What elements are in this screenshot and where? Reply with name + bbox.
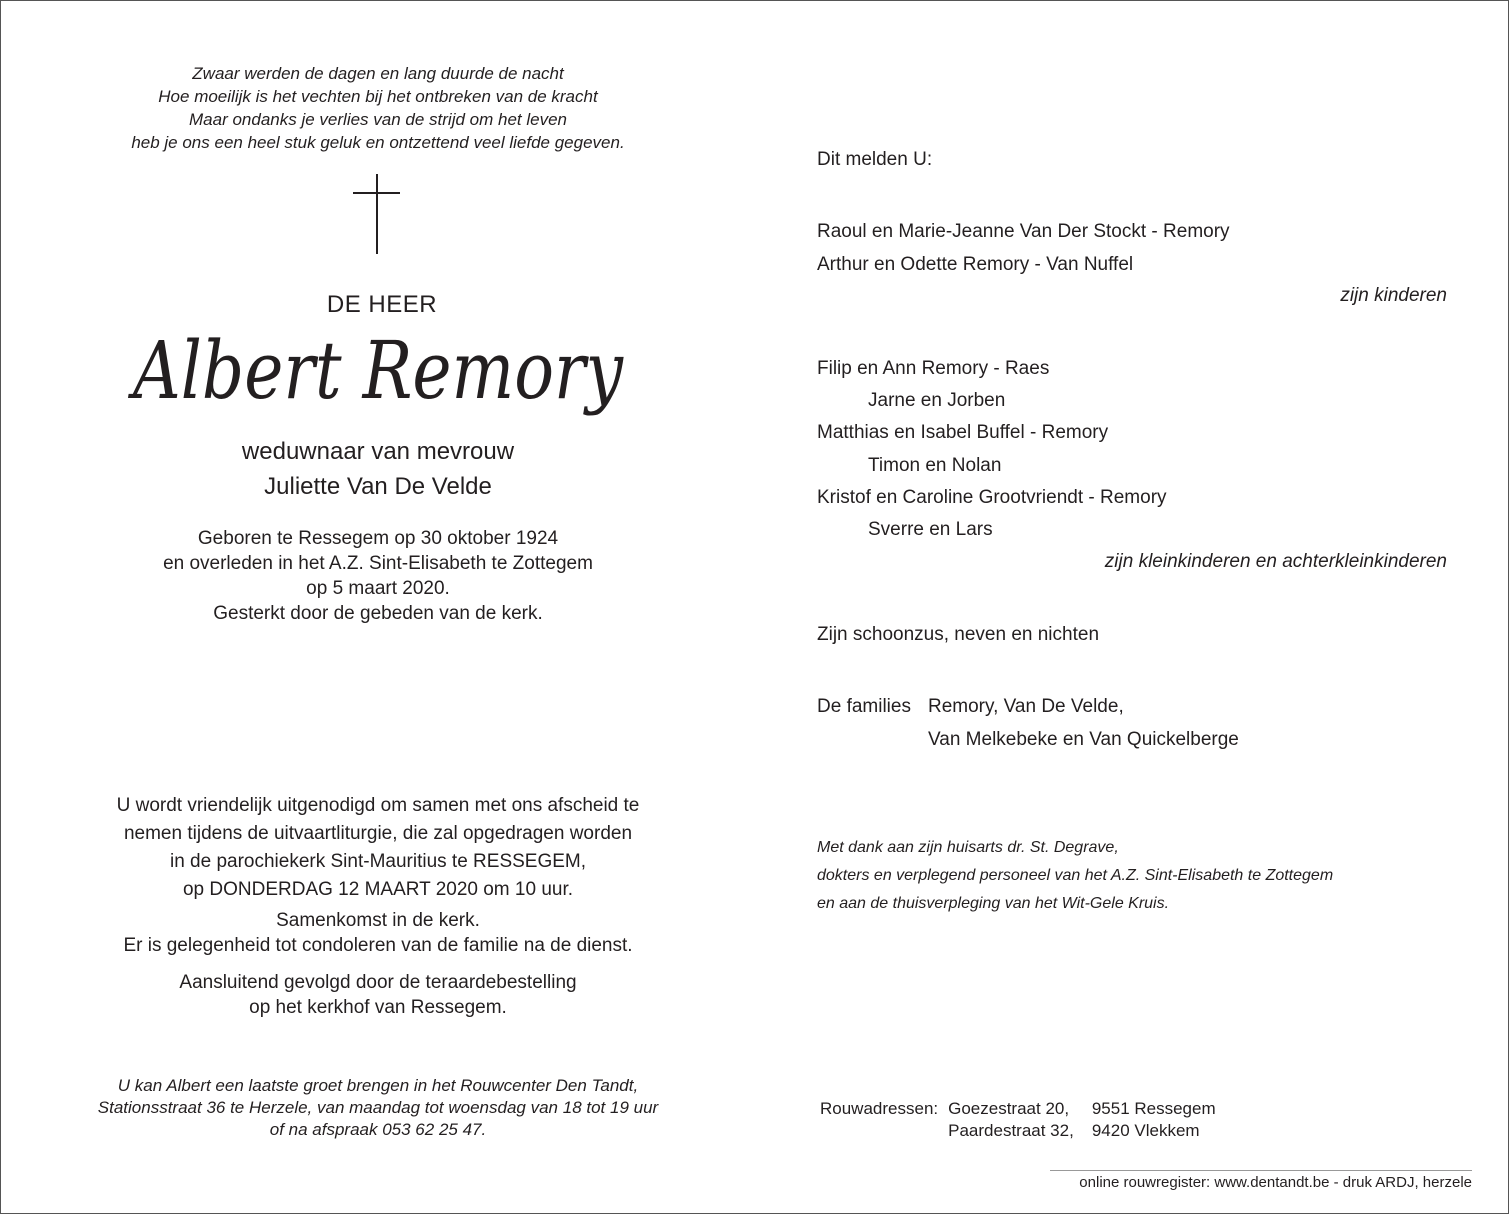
grandchild-entry: Matthias en Isabel Buffel - Remory <box>817 422 1109 443</box>
ceremony-invite <box>60 792 696 904</box>
families-entry: Remory, Van De Velde, <box>928 696 1124 717</box>
ceremony-line: U wordt vriendelijk uitgenodigd om samen met ons afscheid te <box>116 795 640 816</box>
deceased-name-text: Albert Remory <box>127 324 625 417</box>
visit-line: U kan Albert een laatste groet brengen in het Rouwcenter Den Tandt, <box>117 1076 639 1095</box>
gathering-info <box>60 908 696 958</box>
death-line: en overleden in het A.Z. Sint-Elisabeth te Zottegem <box>163 553 593 574</box>
condolence-line: Er is gelegenheid tot condoleren van de familie na de dienst. <box>123 935 633 956</box>
addresses-label: Rouwadressen: <box>820 1099 939 1118</box>
address-street: Paardestraat 32, <box>948 1121 1074 1140</box>
cross-icon-bar <box>353 192 400 194</box>
child-entry: Raoul en Marie-Jeanne Van Der Stockt - Remory <box>817 221 1230 242</box>
grandchildren-label: zijn kleinkinderen en achterkleinkinderen <box>1104 551 1447 572</box>
spouse-name: Juliette Van De Velde <box>264 473 492 500</box>
poem-line: heb je ons een heel stuk geluk en ontzettend veel liefde gegeven. <box>131 133 625 152</box>
ceremony-line: in de parochiekerk Sint-Mauritius te RESSEGEM, <box>169 851 587 872</box>
great-grandchild-entry: Sverre en Lars <box>868 519 993 540</box>
birth-line: Geboren te Ressegem op 30 oktober 1924 <box>197 528 559 549</box>
grandchild-entry: Filip en Ann Remory - Raes <box>817 358 1050 379</box>
address-city: 9551 Ressegem <box>1091 1099 1216 1118</box>
ceremony-date: op DONDERDAG 12 MAART 2020 om 10 uur. <box>182 879 574 900</box>
visit-line: of na afspraak 053 62 25 47. <box>269 1120 487 1139</box>
family-intro: Dit melden U: <box>817 149 933 170</box>
deceased-name <box>60 318 696 428</box>
thanks-line: Met dank aan zijn huisarts dr. St. Degrave, <box>817 839 1119 856</box>
address-street: Goezestraat 20, <box>948 1099 1070 1118</box>
burial-line: op het kerkhof van Ressegem. <box>249 997 507 1018</box>
footer-credit: online rouwregister: www.dentandt.be - druk ARDJ, herzele <box>1079 1174 1472 1191</box>
life-details <box>60 526 696 626</box>
mourning-addresses <box>820 1098 1216 1142</box>
widower-line: weduwnaar van mevrouw <box>241 438 515 465</box>
poem-line: Maar ondanks je verlies van de strijd om het leven <box>189 110 567 129</box>
child-entry: Arthur en Odette Remory - Van Nuffel <box>817 254 1134 275</box>
poem <box>60 62 696 154</box>
cross-icon <box>376 174 378 254</box>
visit-line: Stationsstraat 36 te Herzele, van maandag tot woensdag van 18 tot 19 uur <box>97 1098 659 1117</box>
inlaws-entry: Zijn schoonzus, neven en nichten <box>817 624 1100 645</box>
widower-block <box>60 434 696 504</box>
visit-info <box>50 1075 706 1141</box>
footer-divider <box>1050 1170 1472 1171</box>
grandchild-entry: Kristof en Caroline Grootvriendt - Remory <box>817 487 1167 508</box>
address-city: 9420 Vlekkem <box>1091 1121 1200 1140</box>
gathering-line: Samenkomst in de kerk. <box>276 910 480 931</box>
thanks-line: en aan de thuisverpleging van het Wit-Gele Kruis. <box>817 895 1170 912</box>
poem-line: Hoe moeilijk is het vechten bij het ontbreken van de kracht <box>158 87 598 106</box>
children-label: zijn kinderen <box>1340 285 1447 306</box>
burial-info <box>60 970 696 1020</box>
families-label: De families <box>817 696 911 717</box>
families-entry: Van Melkebeke en Van Quickelberge <box>928 729 1239 750</box>
great-grandchild-entry: Jarne en Jorben <box>868 390 1006 411</box>
death-date: op 5 maart 2020. <box>306 578 450 599</box>
burial-line: Aansluitend gevolgd door de teraardebestelling <box>179 972 577 993</box>
great-grandchild-entry: Timon en Nolan <box>868 455 1002 476</box>
thanks-line: dokters en verplegend personeel van het A.Z. Sint-Elisabeth te Zottegem <box>817 867 1334 884</box>
church-line: Gesterkt door de gebeden van de kerk. <box>213 603 543 624</box>
poem-line: Zwaar werden de dagen en lang duurde de nacht <box>192 64 564 83</box>
ceremony-line: nemen tijdens de uitvaartliturgie, die zal opgedragen worden <box>123 823 633 844</box>
deceased-title: DE HEER <box>326 291 438 318</box>
thanks-note <box>817 834 1333 918</box>
